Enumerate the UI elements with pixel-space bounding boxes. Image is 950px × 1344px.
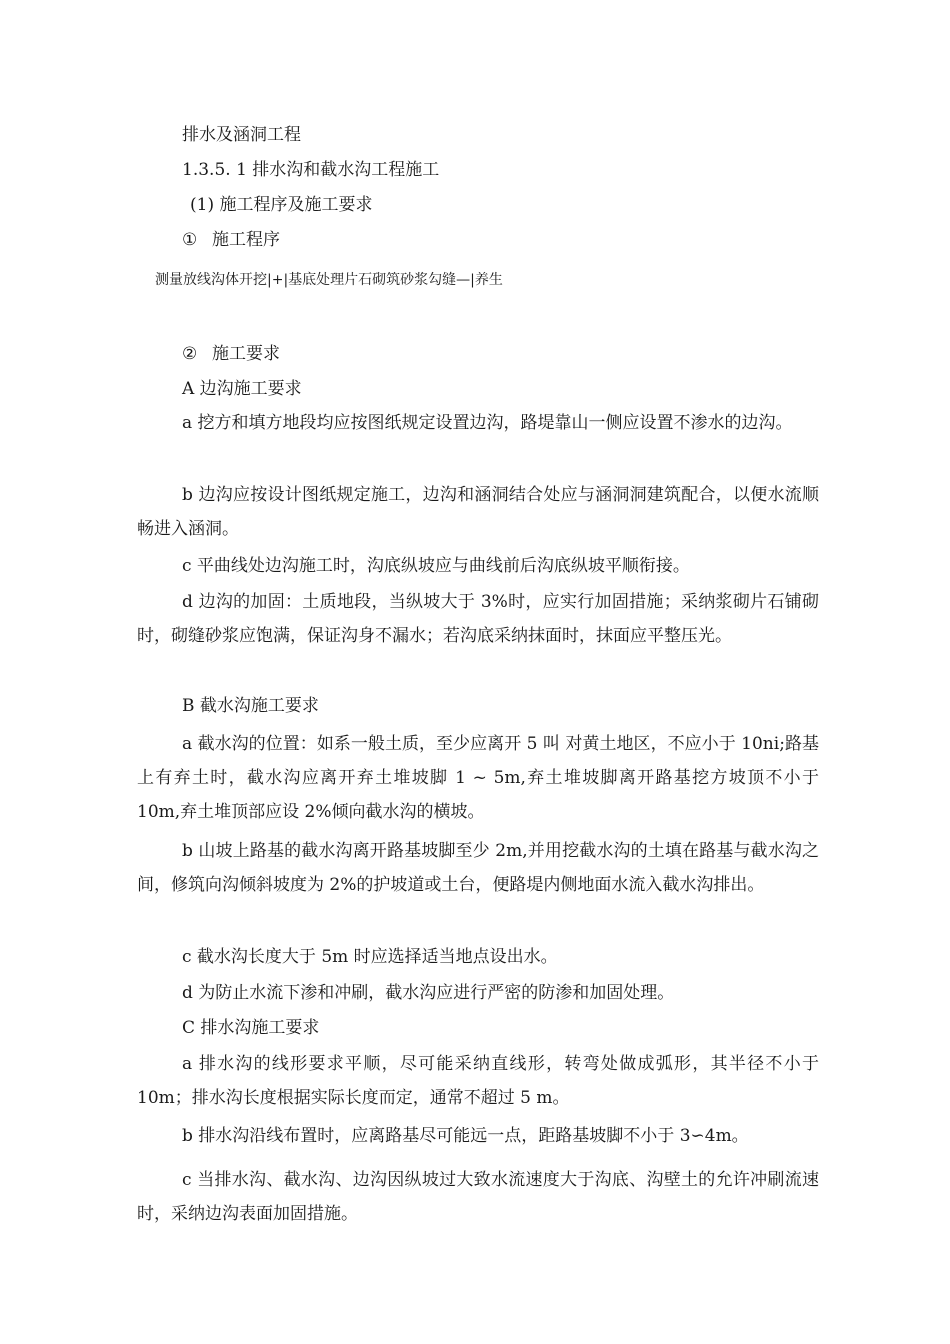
paragraph-intercepting-ditch-b: b 山坡上路基的截水沟离开路基坡脚至少 2m,并用挖截水沟的土填在路基与截水沟之间，修筑向沟倾斜坡度为 2%的护坡道或土台，便路堤内侧地面水流入截水沟排出。 (137, 841, 819, 895)
heading-drainage-ditch: C 排水沟施工要求 (182, 1018, 320, 1038)
paragraph-side-ditch-c: c 平曲线处边沟施工时，沟底纵坡应与曲线前后沟底纵坡平顺衔接。 (182, 556, 690, 576)
paragraph-side-ditch-d: d 边沟的加固：土质地段，当纵坡大于 3%时，应实行加固措施；采纳浆砌片石铺砌时，砌缝砂浆应饱满，保证沟身不漏水；若沟底采纳抹面时，抹面应平整压光。 (137, 592, 819, 646)
item-marker: ① (182, 230, 198, 250)
paragraph-side-ditch-a: a 挖方和填方地段均应按图纸规定设置边沟，路堤靠山一侧应设置不渗水的边沟。 (182, 413, 793, 433)
paragraph-intercepting-ditch-a: a 截水沟的位置：如系一般土质，至少应离开 5 叫 对黄土地区，不应小于 10ni;路基上有弃土时，截水沟应离开弃土堆坡脚 1 ~ 5m,弃土堆坡脚离开路基挖方坡顶不小于 10m,弃土堆顶部应设 2%倾向截水沟的横坡。 (137, 734, 819, 822)
paragraph-intercepting-ditch-c: c 截水沟长度大于 5m 时应选择适当地点设出水。 (182, 947, 558, 967)
item-marker: ② (182, 344, 198, 364)
paragraph-side-ditch-b: b 边沟应按设计图纸规定施工，边沟和涵洞结合处应与涵洞洞建筑配合，以便水流顺畅进入涵洞。 (137, 485, 819, 539)
item-label: 施工程序 (212, 230, 280, 250)
item-heading-procedure (182, 229, 280, 251)
paragraph-intercepting-ditch-d: d 为防止水流下渗和冲刷，截水沟应进行严密的防渗和加固处理。 (182, 983, 675, 1003)
chapter-title: 排水及涵洞工程 (182, 125, 301, 145)
section-heading: 1.3.5. 1 排水沟和截水沟工程施工 (182, 160, 440, 180)
paragraph-drainage-ditch-b: b 排水沟沿线布置时，应离路基尽可能远一点，距路基坡脚不小于 3∽4m。 (182, 1126, 749, 1146)
item-heading-requirements (182, 343, 280, 365)
subsection-heading: (1) 施工程序及施工要求 (190, 195, 373, 215)
paragraph-drainage-ditch-a: a 排水沟的线形要求平顺，尽可能采纳直线形，转弯处做成弧形，其半径不小于 10m；排水沟长度根据实际长度而定，通常不超过 5 m。 (137, 1054, 819, 1108)
item-label: 施工要求 (212, 344, 280, 364)
procedure-flow: 测量放线沟体开挖|+|基底处理片石砌筑砂浆勾缝—|养生 (155, 272, 503, 288)
paragraph-drainage-ditch-c: c 当排水沟、截水沟、边沟因纵坡过大致水流速度大于沟底、沟壁土的允许冲刷流速时，采纳边沟表面加固措施。 (137, 1170, 819, 1224)
heading-intercepting-ditch: B 截水沟施工要求 (182, 696, 319, 716)
heading-side-ditch: A 边沟施工要求 (182, 379, 302, 399)
